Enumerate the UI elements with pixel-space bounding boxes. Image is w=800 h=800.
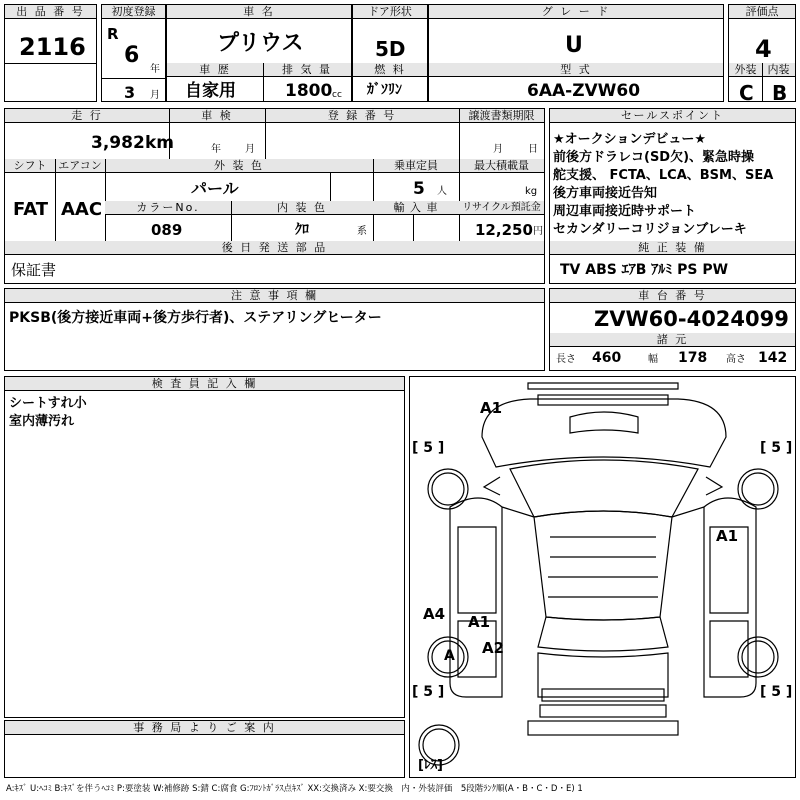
spare-tire: [ﾚｽ]	[418, 758, 443, 773]
capacity: 5	[413, 179, 425, 199]
car-name-box	[166, 4, 352, 102]
fuel-header: 燃 料	[353, 63, 427, 77]
inspector-line: シートすれ小	[9, 396, 87, 411]
sales-line: 舵支援、 FCTA、LCA、BSM、SEA	[553, 168, 774, 183]
displacement: 1800	[285, 81, 333, 101]
history-header: 車 歴	[167, 63, 263, 77]
era: R	[107, 25, 119, 43]
int-score-header: 内装	[762, 63, 795, 77]
tire-rear-left: [ 5 ]	[412, 684, 445, 700]
sales-points-box	[549, 108, 796, 284]
lot-number-header: 出 品 番 号	[5, 5, 96, 19]
model: 6AA-ZVW60	[527, 81, 641, 101]
int-score: B	[772, 81, 788, 105]
displacement-header: 排 気 量	[263, 63, 351, 77]
vehicle-detail-box	[4, 108, 545, 284]
history: 自家用	[185, 81, 236, 101]
max-load-header: 最大積載量	[459, 159, 544, 173]
inspector-box	[4, 376, 405, 718]
model-header: 型 式	[429, 63, 723, 77]
transfer-header: 譲渡書類期限	[459, 109, 544, 123]
mileage-header: 走 行	[5, 109, 169, 123]
month-unit: 月	[150, 90, 160, 101]
ext-score: C	[739, 81, 754, 105]
sales-line: 周辺車両接近時サポート	[553, 204, 697, 219]
door-box	[352, 4, 428, 102]
ac-header: エアコン	[55, 159, 105, 173]
color-no-header: カラーNo.	[105, 201, 231, 215]
chassis-number: ZVW60-4024099	[594, 307, 789, 331]
ext-color: パール	[191, 179, 239, 198]
office-box	[4, 720, 405, 778]
lot-number-box	[4, 4, 97, 102]
reg-month: 3	[124, 83, 136, 102]
sales-line: 後方車両接近告知	[553, 186, 658, 201]
equipment-header: 純 正 装 備	[550, 241, 795, 255]
int-color: ｸﾛ	[295, 222, 309, 238]
transfer-day-unit: 日	[528, 144, 538, 155]
car-name: プリウス	[217, 31, 304, 56]
height: 142	[758, 350, 788, 366]
door-type: 5D	[375, 37, 406, 61]
transfer-month-unit: 月	[493, 144, 503, 155]
notes-text: PKSB(後方接近車両+後方歩行者)、ステアリングヒーター	[9, 310, 382, 326]
width: 178	[678, 350, 708, 366]
sales-points-header: セールスポイント	[550, 109, 795, 123]
recycle-unit: 円	[533, 226, 543, 237]
mark-a4: A4	[423, 605, 446, 623]
int-color-header: 内 装 色	[231, 201, 373, 215]
inspector-line: 室内薄汚れ	[9, 414, 75, 429]
inspection-year-unit: 年	[211, 144, 221, 155]
notes-box	[4, 288, 545, 371]
recycle-header: リサイクル預託金	[459, 201, 544, 215]
mark-a1-front: A1	[480, 399, 503, 417]
grade: U	[565, 33, 583, 58]
int-color-unit: 系	[357, 226, 367, 237]
import-header: 輸 入 車	[373, 201, 459, 215]
office-header: 事 務 局 よ り ご 案 内	[5, 721, 404, 735]
chassis-box	[549, 288, 796, 371]
notes-header: 注 意 事 項 欄	[5, 289, 544, 303]
equipment: TV ABS ｴｱB ｱﾙﾐ PS PW	[560, 262, 729, 278]
color-no: 089	[151, 221, 183, 239]
ac: AAC	[61, 199, 103, 220]
later-parts: 保証書	[11, 261, 57, 279]
mark-a-tire: A	[444, 648, 455, 664]
sales-line: 前後方ドラレコ(SD欠)、緊急時操	[553, 150, 755, 165]
inspection-month-unit: 月	[245, 144, 255, 155]
length: 460	[592, 350, 622, 366]
sales-line: ★オークションデビュー★	[553, 132, 707, 147]
tire-front-right: [ 5 ]	[760, 440, 793, 456]
first-registration-header: 初度登録	[102, 5, 165, 19]
spec-header: 諸 元	[550, 333, 795, 347]
car-name-header: 車 名	[167, 5, 351, 19]
max-load-unit: kg	[525, 186, 538, 197]
inspector-header: 検 査 員 記 入 欄	[5, 377, 404, 391]
sales-line: セカンダリーコリジョンブレーキ	[553, 222, 747, 237]
ext-score-header: 外装	[729, 63, 762, 77]
capacity-unit: 人	[437, 186, 447, 197]
shift: FAT	[13, 199, 49, 220]
damage-diagram-box	[409, 376, 796, 778]
first-registration-box	[101, 4, 166, 102]
score-box	[728, 4, 796, 105]
score-header: 評価点	[729, 5, 795, 19]
tire-rear-right: [ 5 ]	[760, 684, 793, 700]
reg-year: 6	[124, 43, 140, 68]
grade-header: グ レ ー ド	[429, 5, 723, 19]
shift-header: シフト	[5, 159, 55, 173]
door-header: ドア形状	[353, 5, 427, 19]
mileage: 3,982	[91, 133, 145, 153]
width-label: 幅	[648, 354, 658, 365]
lot-number: 2116	[19, 33, 86, 61]
later-parts-header: 後 日 発 送 部 品	[5, 241, 544, 255]
tire-front-left: [ 5 ]	[412, 440, 445, 456]
chassis-header: 車 台 番 号	[550, 289, 795, 303]
mark-a1-rear: A1	[468, 613, 491, 631]
grade-box	[428, 4, 724, 102]
ext-color-header: 外 装 色	[105, 159, 373, 173]
mileage-unit: km	[145, 133, 175, 153]
recycle-fee: 12,250	[475, 221, 533, 239]
mark-a1-right: A1	[716, 527, 739, 545]
capacity-header: 乗車定員	[373, 159, 459, 173]
mark-a2: A2	[482, 639, 505, 657]
fuel: ｶﾞｿﾘﾝ	[367, 82, 402, 98]
reg-no-header: 登 録 番 号	[265, 109, 459, 123]
inspection-header: 車 検	[169, 109, 265, 123]
car-diagram	[410, 377, 795, 777]
height-label: 高さ	[726, 354, 746, 365]
legend: A:ｷｽﾞ U:ﾍｺﾐ B:ｷｽﾞを伴うﾍｺﾐ P:要塗装 W:補修跡 S:錆 C:腐食 G:ﾌﾛﾝﾄｶﾞﾗｽ点ｷｽﾞ XX:交換済み X:要交換 内・外装評価 5段階ﾗﾝｸ順(A・B・C・D・E) 1	[6, 784, 583, 794]
length-label: 長さ	[556, 354, 576, 365]
year-unit: 年	[150, 64, 160, 75]
score: 4	[755, 35, 772, 63]
displacement-unit: cc	[332, 90, 342, 100]
